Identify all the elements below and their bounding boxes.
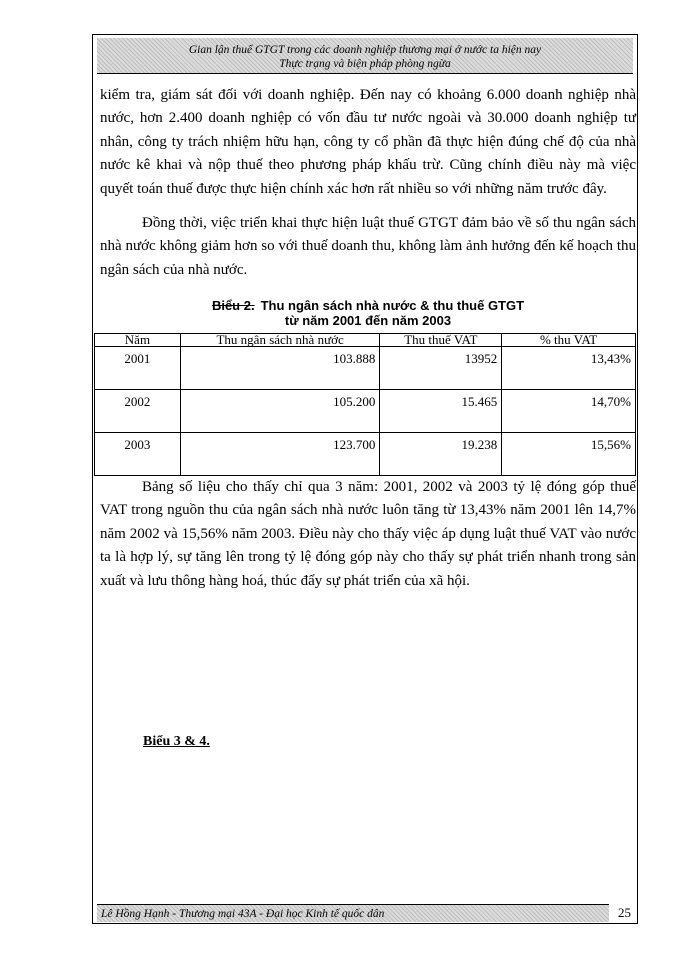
table-caption-label: Biểu 2. xyxy=(211,298,255,313)
table-caption xyxy=(100,298,636,328)
header-title: Gian lận thuế GTGT trong các doanh nghiệp thương mại ở nước ta hiện nay xyxy=(188,44,542,56)
paragraph-text: kiểm tra, giám sát đối với doanh nghiệp. Đến nay có khoảng 6.000 doanh nghiệp nhà nước, hơn 2.400 doanh nghiệp có vốn đầu tư nước ngoài và 30.000 doanh nghiệp tư nhân, công ty trách nhiệm hữu hạn, công ty cổ phần đã thực hiện đúng chế độ của nhà nước kê khai và nộp thuế theo phương pháp khấu trừ. Cũng chính điều này mà việc quyết toán thuế được thực hiện chính xác hơn rất nhiều so với những năm trước đây. xyxy=(100,87,636,197)
running-footer: Lê Hồng Hạnh - Thương mại 43A - Đại học Kinh tế quốc dân xyxy=(97,904,609,922)
table-caption-subtitle: từ năm 2001 đến năm 2003 xyxy=(284,313,452,328)
running-header xyxy=(97,38,633,74)
header-subtitle: Thực trạng và biện pháp phòng ngừa xyxy=(279,58,451,70)
cell-state-revenue: 105.200 xyxy=(180,390,380,433)
table-row xyxy=(95,433,636,476)
cell-vat-percent: 15,56% xyxy=(502,433,636,476)
paragraph-2 xyxy=(100,212,636,282)
section-heading: Biểu 3 & 4. xyxy=(143,734,210,749)
table-row xyxy=(95,347,636,390)
paragraph-text: Bảng số liệu cho thấy chỉ qua 3 năm: 2001, 2002 và 2003 tỷ lệ đóng góp thuế VAT trong nguồn thu của ngân sách nhà nước luôn tăng từ 13,43% năm 2001 lên 14,7% năm 2002 và 15,56% năm 2003. Điều này cho thấy việc áp dụng luật thuế VAT vào nước ta là hợp lý, sự tăng lên trong tỷ lệ đóng góp này cho thấy sự phát triển nhanh trong sản xuất và lưu thông hàng hoá, thúc đẩy sự phát triển của xã hội. xyxy=(100,479,636,589)
cell-year: 2001 xyxy=(95,347,181,390)
paragraph-3 xyxy=(100,476,636,593)
column-header-vat-revenue: Thu thuế VAT xyxy=(380,334,502,347)
page-number: 25 xyxy=(618,905,631,920)
cell-year: 2002 xyxy=(95,390,181,433)
cell-vat-percent: 14,70% xyxy=(502,390,636,433)
paragraph-1 xyxy=(100,84,636,201)
cell-vat-revenue: 19.238 xyxy=(380,433,502,476)
cell-vat-revenue: 15.465 xyxy=(380,390,502,433)
table-row xyxy=(95,390,636,433)
column-header-state-revenue: Thu ngân sách nhà nước xyxy=(180,334,380,347)
table-caption-title: Thu ngân sách nhà nước & thu thuế GTGT xyxy=(260,298,525,313)
column-header-vat-percent: % thu VAT xyxy=(502,334,636,347)
cell-state-revenue: 103.888 xyxy=(180,347,380,390)
column-header-year: Năm xyxy=(95,334,181,347)
cell-vat-revenue: 13952 xyxy=(380,347,502,390)
cell-year: 2003 xyxy=(95,433,181,476)
cell-vat-percent: 13,43% xyxy=(502,347,636,390)
table-header-row xyxy=(95,334,636,347)
paragraph-text: Đồng thời, việc triển khai thực hiện luật thuế GTGT đảm bảo về số thu ngân sách nhà nước không giảm hơn so với thuế doanh thu, không làm ảnh hưởng đến kế hoạch thu ngân sách của nhà nước. xyxy=(100,215,636,278)
revenue-table xyxy=(94,333,636,476)
cell-state-revenue: 123.700 xyxy=(180,433,380,476)
